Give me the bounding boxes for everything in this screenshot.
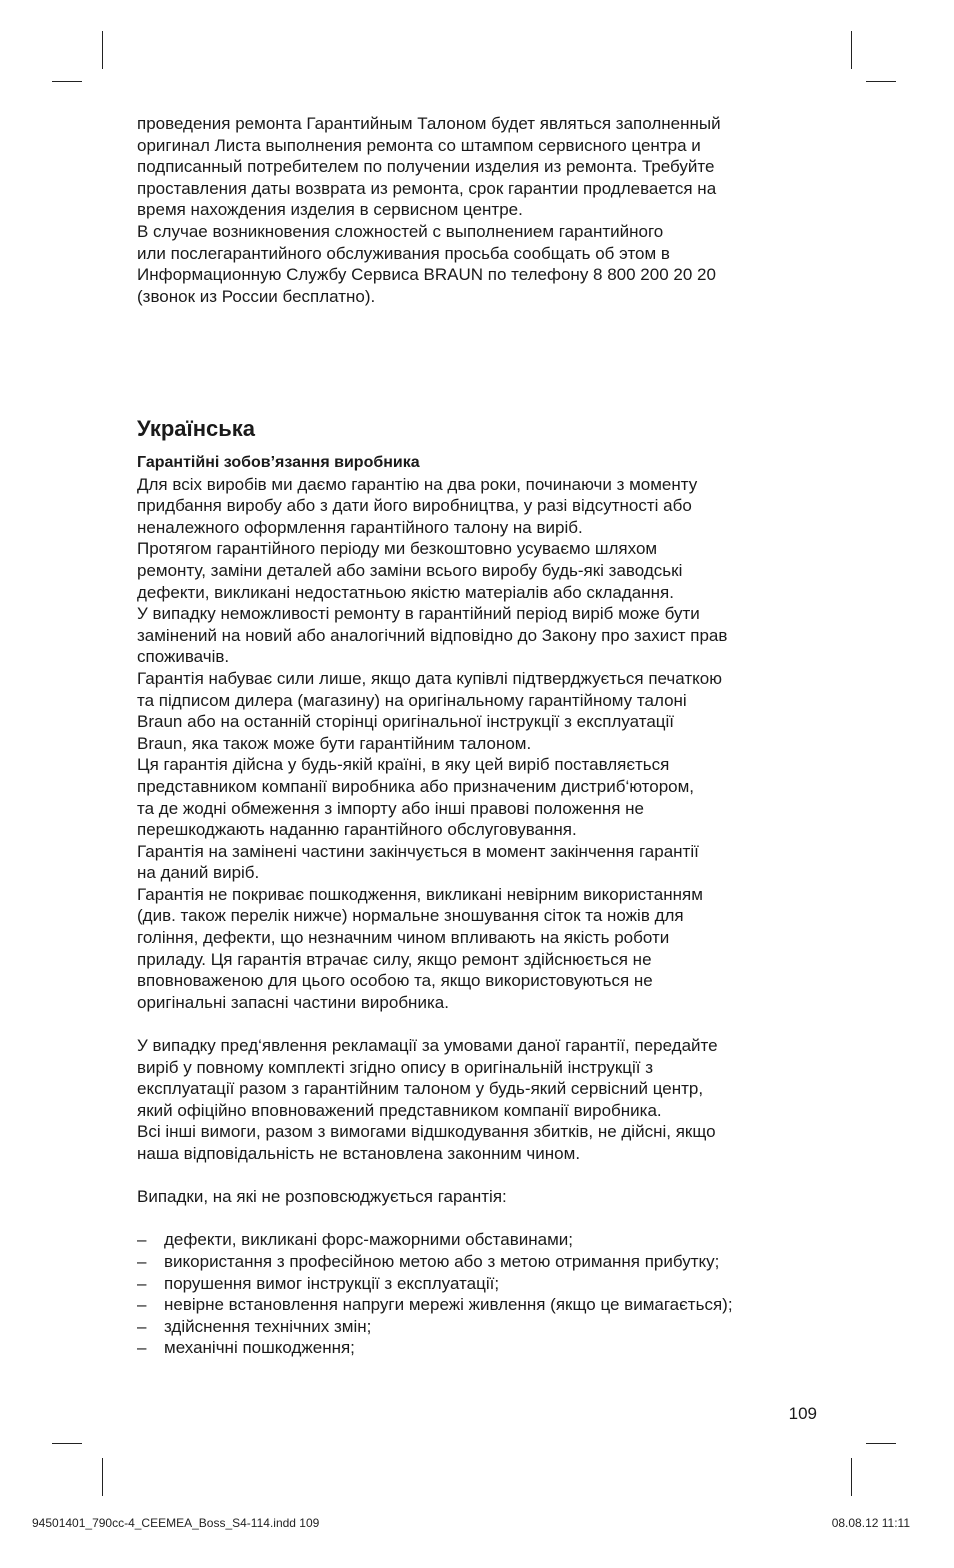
ua-line: та підписом дилера (магазину) на оригінальному гарантійному талоні [137,690,687,710]
ua-line: Для всіх виробів ми даємо гарантію на два роки, починаючи з моменту [137,474,698,494]
cases-intro: Випадки, на які не розповсюджується гарантія: [137,1187,507,1207]
ua-line: виріб у повному комплекті згідно опису в оригінальній інструкції з [137,1057,654,1077]
ua-line: представником компанії виробника або призначеним дистриб‘ютором, [137,776,695,796]
ru-line: Информационную Службу Сервиса BRAUN по телефону 8 800 200 20 20 [137,265,716,285]
ua-line: придбання виробу або з дати його виробництва, у разі відсутності або [137,496,692,516]
ua-line: вповноваженою для цього особою та, якщо використовуються не [137,971,653,991]
list-item: – невірне встановлення напруги мережі живлення (якщо це вимагається); [137,1294,827,1316]
warranty-paragraph-2 [137,1035,827,1165]
page-number: 109 [788,1404,817,1423]
ua-line: замінений на новий або аналогічний відповідно до Закону про захист прав [137,625,728,645]
crop-mark-top-right-v [851,31,852,69]
crop-mark-top-left-v [102,31,103,69]
crop-mark-top-left-h [52,81,82,82]
list-item: – дефекти, викликані форс-мажорними обставинами; [137,1229,827,1251]
print-slug-filename: 94501401_790cc-4_CEEMEA_Boss_S4-114.indd 109 [32,1516,320,1530]
ua-line: У випадку неможливості ремонту в гарантійний період виріб може бути [137,604,700,624]
ua-line: який офіційно вповноважений представником компанії виробника. [137,1100,662,1120]
ua-line: споживачів. [137,647,230,667]
ua-line: У випадку пред‘явлення рекламації за умовами даної гарантії, передайте [137,1036,718,1056]
ua-line: на даний виріб. [137,863,260,883]
ua-line: експлуатації разом з гарантійним талоном у будь-який сервісний центр, [137,1079,704,1099]
ua-line: Braun або на останній сторінці оригінальної інструкції з експлуатації [137,712,675,732]
exclusions-list [137,1229,827,1359]
ru-line: проведения ремонта Гарантийным Талоном будет являться заполненный [137,114,721,133]
ru-line: (звонок из России бесплатно). [137,286,376,306]
crop-mark-bottom-right-v [851,1458,852,1496]
ua-line: Протягом гарантійного періоду ми безкоштовно усуваємо шляхом [137,539,658,559]
ua-line: дефекти, викликані недостатньою якістю матеріалів або складання. [137,582,674,602]
crop-mark-bottom-left-v [102,1458,103,1496]
ukrainian-section [137,452,827,1359]
ua-line: гоління, дефекти, що незначним чином впливають на якість роботи [137,928,670,948]
ua-line: Гарантія на замінені частини закінчується в момент закінчення гарантії [137,841,699,861]
list-item: – порушення вимог інструкції з експлуатації; [137,1273,827,1295]
ru-line: оригинал Листа выполнения ремонта со штампом сервисного центра и [137,135,701,155]
crop-mark-bottom-right-h [866,1443,896,1444]
print-slug-timestamp: 08.08.12 11:11 [831,1516,910,1530]
warranty-paragraph-1 [137,474,827,1014]
list-item: – механічні пошкодження; [137,1337,827,1359]
crop-mark-bottom-left-h [52,1443,82,1444]
ru-line: проставления даты возврата из ремонта, срок гарантии продлевается на [137,178,717,198]
section-title: Українська [137,416,256,441]
list-item: – здійснення технічних змін; [137,1316,827,1338]
ua-line: Ця гарантія дійсна у будь-якій країні, в яку цей виріб поставляється [137,755,670,775]
ru-line: время нахождения изделия в сервисном центре. [137,200,523,220]
ua-line: Всі інші вимоги, разом з вимогами відшкодування збитків, не дійсні, якщо [137,1122,716,1142]
ua-line: (див. також перелік нижче) нормальне зношування сіток та ножів для [137,906,684,926]
ua-line: ремонту, заміни деталей або заміни всього виробу будь-які заводські [137,560,683,580]
russian-text-block [137,113,827,307]
crop-mark-top-right-h [866,81,896,82]
ua-line: оригінальні запасні частини виробника. [137,992,449,1012]
ua-line: та де жодні обмеження з імпорту або інші правові положення не [137,798,645,818]
ru-line: подписанный потребителем по получении изделия из ремонта. Требуйте [137,157,715,177]
ua-line: неналежного оформлення гарантійного талону на виріб. [137,517,583,537]
section-subtitle: Гарантійні зобов’язання виробника [137,454,420,471]
ru-line: или послегарантийного обслуживания просьба сообщать об этом в [137,243,670,263]
ua-line: Гарантія не покриває пошкодження, викликані невірним використанням [137,884,703,904]
ua-line: приладу. Ця гарантія втрачає силу, якщо ремонт здійснюється не [137,949,652,969]
ua-line: Braun, яка також може бути гарантійним талоном. [137,733,532,753]
ua-line: перешкоджають наданню гарантійного обслуговування. [137,820,577,840]
ru-line: В случае возникновения сложностей с выполнением гарантийного [137,221,664,241]
list-item: – використання з професійною метою або з метою отримання прибутку; [137,1251,827,1273]
ua-line: Гарантія набуває сили лише, якщо дата купівлі підтверджується печаткою [137,668,722,688]
ua-line: наша відповідальність не встановлена законним чином. [137,1144,581,1163]
